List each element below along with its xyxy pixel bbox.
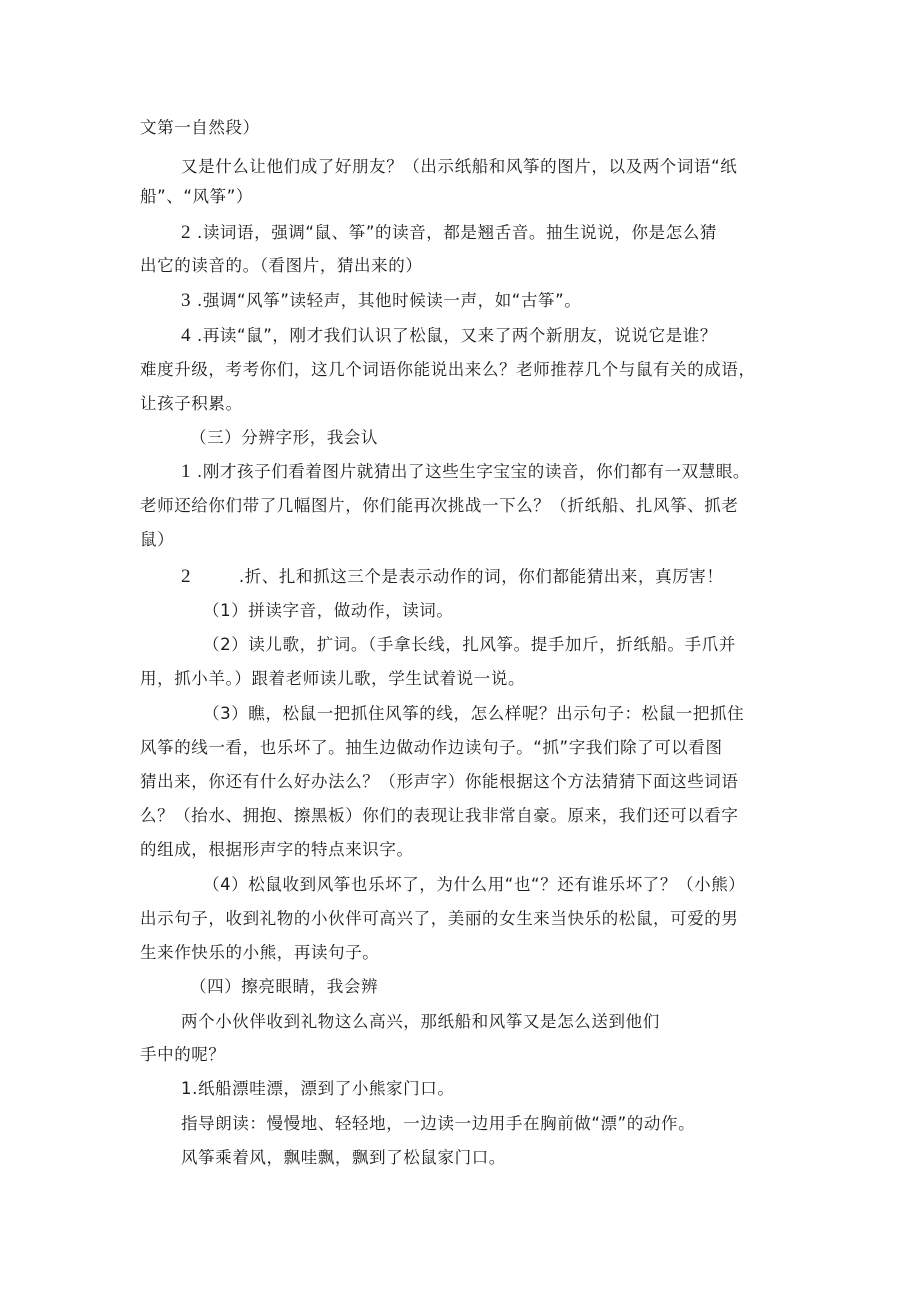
text-line: 鼠） [140,530,175,549]
section-heading: （四）擦亮眼睛，我会辨 [190,977,379,996]
text-line: 两个小伙伴收到礼物这么高兴，那纸船和风筝又是怎么送到他们 [181,1012,660,1031]
item-number: 2 [181,222,192,243]
text-line: 指导朗读：慢慢地、轻轻地，一边读一边用手在胸前做“漂”的动作。 [181,1114,696,1133]
text-line: 生来作快乐的小熊，再读句子。 [140,943,380,962]
text-segment: .读词语，强调“鼠、筝”的读音，都是翘舌音。抽生说说，你是怎么猜 [196,223,718,242]
text-line: 让孩子积累。 [140,394,243,413]
text-line: 出它的读音的。（看图片，猜出来的） [140,256,423,275]
text-line: 风筝的线一看，也乐坏了。抽生边做动作边读句子。“抓”字我们除了可以看图 [140,738,723,757]
text-segment: .折、扎和抓这三个是表示动作的词，你们都能猜出来，真厉害！ [238,567,724,586]
item-number: 2 [181,566,192,587]
text-segment: .再读“鼠”，刚才我们认识了松鼠，又来了两个新朋友，说说它是谁？ [196,326,718,345]
text-line: （1）拼读字音，做动作，读词。 [203,601,454,620]
text-line: （4）松鼠收到风筝也乐坏了，为什么用“也“？还有谁乐坏了？（小熊） [203,875,746,894]
text-line: 猜出来，你还有什么好办法么？（形声字）你能根据这个方法猜猜下面这些词语 [140,772,739,791]
text-line: 的组成，根据形声字的特点来识字。 [140,840,414,859]
numbered-line [181,461,750,483]
text-line: 出示句子，收到礼物的小伙伴可高兴了，美丽的女生来当快乐的松鼠，可爱的男 [140,909,739,928]
text-line: 手中的呢？ [140,1045,226,1064]
text-segment: .强调“风筝”读轻声，其他时候读一声，如“古筝”。 [196,291,582,310]
item-number: 1 [181,461,192,482]
text-line: （2）读儿歌，扩词。（手拿长线，扎风筝。提手加斤，折纸船。手爪并 [203,635,736,654]
text-line: 船”、“风筝”） [140,187,253,206]
numbered-line [181,566,724,588]
text-line: 用，抓小羊。）跟着老师读儿歌，学生试着说一说。 [140,669,526,688]
text-line: 风筝乘着风，飘哇飘，飘到了松鼠家门口。 [181,1148,506,1167]
item-number: 3 [181,290,192,311]
numbered-line [181,222,717,244]
text-line: 又是什么让他们成了好朋友？（出示纸船和风筝的图片，以及两个词语“纸 [181,157,738,176]
numbered-line [181,290,581,312]
text-line: 文第一自然段） [140,118,260,137]
numbered-line [181,325,717,347]
text-line: 老师还给你们带了几幅图片，你们能再次挑战一下么？（折纸船、扎风筝、抓老 [140,496,739,515]
text-line: 难度升级，考考你们，这几个词语你能说出来么？老师推荐几个与鼠有关的成语， [140,360,756,379]
text-line: 么？（抬水、拥抱、擦黑板）你们的表现让我非常自豪。原来，我们还可以看字 [140,806,739,825]
item-number: 4 [181,325,192,346]
section-heading: （三）分辨字形，我会认 [190,428,379,447]
text-segment: .刚才孩子们看着图片就猜出了这些生字宝宝的读音，你们都有一双慧眼。 [196,462,751,481]
text-line: （3）瞧，松鼠一把抓住风筝的线，怎么样呢？出示句子：松鼠一把抓住 [203,704,745,723]
text-line: 1.纸船漂哇漂，漂到了小熊家门口。 [181,1079,455,1098]
